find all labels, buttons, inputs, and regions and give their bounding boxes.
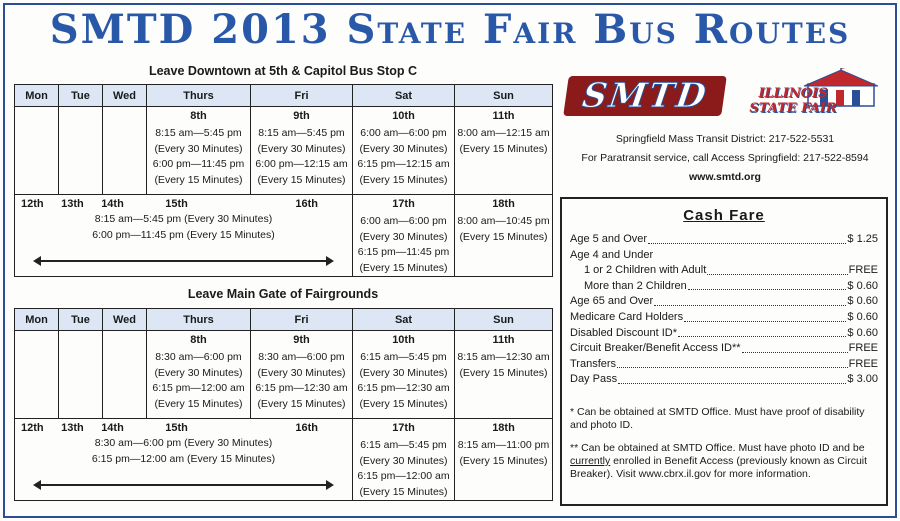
week-row <box>15 331 553 419</box>
fare-row <box>570 310 878 326</box>
fare-list <box>570 232 878 388</box>
fare-row <box>570 294 878 310</box>
fare-note-2 <box>570 442 878 481</box>
time-line: (Every 30 Minutes) <box>257 142 346 155</box>
arrow-head-right <box>326 256 334 266</box>
time-line: 6:15 am—5:45 pm <box>360 351 447 363</box>
fair-logo-text <box>738 86 848 116</box>
schedule-cell <box>455 107 553 195</box>
time-line: (Every 30 Minutes) <box>359 366 448 379</box>
time-line: 6:00 pm—11:45 pm <box>152 158 245 170</box>
day-header: Fri <box>251 85 353 107</box>
fare-label: More than 2 Children <box>584 279 687 292</box>
schedule-cell <box>147 107 251 195</box>
time-line: (Every 15 Minutes) <box>459 142 548 155</box>
time-line: 6:15 pm—12:00 am (Every 15 Minutes) <box>91 452 276 465</box>
time-line: (Every 15 Minutes) <box>359 261 448 274</box>
schedule-table-fairgrounds <box>14 308 553 501</box>
time-line: 8:15 am—5:45 pm <box>155 127 242 139</box>
fare-amount: $ 0.60 <box>847 326 878 339</box>
time-line: 6:15 pm—11:45 pm <box>357 246 450 258</box>
fair-logo-line: ILLINOIS <box>758 86 828 101</box>
date-label: 8th <box>190 110 207 122</box>
time-line: 6:15 am—5:45 pm <box>360 439 447 451</box>
day-header: Mon <box>15 85 59 107</box>
date-label: 9th <box>293 110 310 122</box>
fare-amount: $ 0.60 <box>847 310 878 323</box>
time-line: 8:00 am—12:15 am <box>457 127 550 139</box>
dot-leader <box>707 263 847 275</box>
span-arrow <box>33 255 334 267</box>
week-row <box>15 419 553 501</box>
arrow-head-right <box>326 480 334 490</box>
schedule-cell <box>251 331 353 419</box>
time-line: 6:15 pm—12:00 am <box>152 382 245 394</box>
date-label: 18th <box>492 198 515 210</box>
date-label: 16th <box>295 422 318 434</box>
dot-leader <box>678 326 846 338</box>
date-label: 16th <box>295 198 318 210</box>
arrow-shaft <box>39 260 328 262</box>
schedule-cell <box>353 195 455 277</box>
weekday-span-cell <box>15 195 353 277</box>
dot-leader <box>654 294 846 306</box>
note-text: ** Can be obtained at SMTD Office. Must have photo ID and be <box>570 441 865 454</box>
time-line: 8:15 am—5:45 pm (Every 30 Minutes) <box>94 213 273 225</box>
fare-row <box>570 263 878 279</box>
day-header: Tue <box>59 309 103 331</box>
time-line: (Every 15 Minutes) <box>257 397 346 410</box>
section-title-fairgrounds: Leave Main Gate of Fairgrounds <box>187 287 379 301</box>
dot-leader <box>618 372 846 384</box>
dot-leader <box>742 341 848 353</box>
time-line: 8:30 am—6:00 pm <box>258 351 345 363</box>
fare-label: Age 65 and Over <box>570 295 654 308</box>
fare-row <box>570 372 878 388</box>
contact-website: www.smtd.org <box>689 171 761 183</box>
span-arrow <box>33 479 334 491</box>
date-label: 13th <box>61 198 84 210</box>
time-line: 6:00 pm—11:45 pm (Every 15 Minutes) <box>92 228 275 241</box>
fare-amount: $ 0.60 <box>847 295 878 308</box>
fare-row <box>570 357 878 373</box>
date-label: 11th <box>492 334 515 346</box>
time-line: (Every 15 Minutes) <box>257 173 346 186</box>
fare-row <box>570 232 878 248</box>
date-label: 17th <box>392 422 415 434</box>
fare-amount: $ 0.60 <box>847 279 878 292</box>
time-line: (Every 30 Minutes) <box>154 142 243 155</box>
section-title-downtown: Leave Downtown at 5th & Capitol Bus Stop C <box>148 64 418 78</box>
dot-leader <box>648 232 846 244</box>
empty-cell <box>59 331 103 419</box>
date-line <box>15 195 352 210</box>
empty-cell <box>103 107 147 195</box>
fare-amount: FREE <box>848 264 878 277</box>
date-label: 15th <box>165 422 188 434</box>
time-line: 6:15 pm—12:30 am <box>357 382 450 394</box>
time-line: 8:15 am—11:00 pm <box>457 439 550 451</box>
day-header: Thurs <box>147 85 251 107</box>
time-line: (Every 15 Minutes) <box>459 366 548 379</box>
time-line: (Every 30 Minutes) <box>257 366 346 379</box>
week-row <box>15 107 553 195</box>
time-line: (Every 15 Minutes) <box>459 230 548 243</box>
weekday-span-cell <box>15 419 353 501</box>
schedule-cell <box>353 419 455 501</box>
time-line: (Every 30 Minutes) <box>359 142 448 155</box>
fare-label: Age 4 and Under <box>570 248 654 261</box>
day-header: Sun <box>455 85 553 107</box>
date-label: 18th <box>492 422 515 434</box>
date-label: 13th <box>61 422 84 434</box>
day-header: Sat <box>353 85 455 107</box>
time-line: 8:30 am—6:00 pm <box>155 351 242 363</box>
time-line: 6:00 pm—12:15 am <box>255 158 348 170</box>
smtd-logo: SMTD <box>563 76 727 116</box>
day-header: Sun <box>455 309 553 331</box>
contact-phone: Springfield Mass Transit District: 217-522-5531 <box>615 133 835 145</box>
state-fair-logo <box>738 68 880 124</box>
fare-note-1: * Can be obtained at SMTD Office. Must have proof of disability and photo ID. <box>570 405 865 431</box>
time-line: (Every 15 Minutes) <box>359 485 448 498</box>
fare-label: Transfers <box>570 357 617 370</box>
dot-leader <box>688 279 847 291</box>
time-line: 8:30 am—6:00 pm (Every 30 Minutes) <box>94 437 273 449</box>
date-label: 8th <box>190 334 207 346</box>
schedule-cell <box>353 331 455 419</box>
schedule-cell <box>455 195 553 277</box>
date-label: 12th <box>21 422 44 434</box>
note-underlined: currently <box>570 454 611 467</box>
day-header: Fri <box>251 309 353 331</box>
fair-logo-line: STATE FAIR <box>749 101 837 116</box>
week-row <box>15 195 553 277</box>
fare-row <box>570 341 878 357</box>
time-line: (Every 15 Minutes) <box>359 397 448 410</box>
fare-title: Cash Fare <box>683 207 765 224</box>
date-label: 10th <box>392 334 415 346</box>
fare-label: Medicare Card Holders <box>570 310 684 323</box>
day-header: Wed <box>103 85 147 107</box>
schedule-table-downtown <box>14 84 553 277</box>
time-line: 6:15 pm—12:15 am <box>357 158 450 170</box>
fare-label: Disabled Discount ID* <box>570 326 677 339</box>
cash-fare-box <box>560 197 888 506</box>
time-line: (Every 30 Minutes) <box>359 454 448 467</box>
logos <box>566 68 886 128</box>
dot-leader <box>617 357 848 369</box>
date-label: 17th <box>392 198 415 210</box>
time-line: (Every 15 Minutes) <box>154 173 243 186</box>
time-line: (Every 30 Minutes) <box>154 366 243 379</box>
fare-row <box>570 248 878 264</box>
time-line: (Every 30 Minutes) <box>359 230 448 243</box>
date-label: 14th <box>101 198 124 210</box>
empty-cell <box>103 331 147 419</box>
empty-cell <box>59 107 103 195</box>
fare-label: Circuit Breaker/Benefit Access ID** <box>570 342 741 355</box>
date-label: 11th <box>492 110 515 122</box>
day-header-row <box>15 309 553 331</box>
empty-cell <box>15 107 59 195</box>
day-header: Sat <box>353 309 455 331</box>
dot-leader <box>684 310 846 322</box>
contact-paratransit: For Paratransit service, call Access Springfield: 217-522-8594 <box>581 152 869 164</box>
date-label: 15th <box>165 198 188 210</box>
day-header: Mon <box>15 309 59 331</box>
schedule-cell <box>455 419 553 501</box>
schedule-cell <box>147 331 251 419</box>
fare-amount: $ 1.25 <box>847 233 878 245</box>
time-line: (Every 15 Minutes) <box>359 173 448 186</box>
date-label: 14th <box>101 422 124 434</box>
day-header: Thurs <box>147 309 251 331</box>
schedule-cell <box>251 107 353 195</box>
day-header-row <box>15 85 553 107</box>
arrow-shaft <box>39 484 328 486</box>
time-line: 6:15 pm—12:00 am <box>357 470 450 482</box>
date-label: 12th <box>21 198 44 210</box>
fare-label: Age 5 and Over <box>570 233 648 245</box>
empty-cell <box>15 331 59 419</box>
schedule-cell <box>455 331 553 419</box>
fare-amount: FREE <box>848 342 878 355</box>
schedule-cell <box>353 107 455 195</box>
date-line <box>15 419 352 434</box>
day-header: Wed <box>103 309 147 331</box>
date-label: 9th <box>293 334 310 346</box>
fare-row <box>570 279 878 295</box>
page-title: SMTD 2013 State Fair Bus Routes <box>49 6 851 53</box>
fare-label: 1 or 2 Children with Adult <box>584 264 707 277</box>
note-text: enrolled in Benefit Access (previously known as Circuit Breaker). Visit www.cbrx.il.gov for more information. <box>570 454 868 480</box>
fare-label: Day Pass <box>570 373 618 386</box>
time-line: 8:15 am—12:30 am <box>457 351 550 363</box>
time-line: 6:00 am—6:00 pm <box>360 127 447 139</box>
time-line: (Every 15 Minutes) <box>154 397 243 410</box>
fare-amount: $ 3.00 <box>847 373 878 386</box>
date-label: 10th <box>392 110 415 122</box>
time-line: (Every 15 Minutes) <box>459 454 548 467</box>
fare-row <box>570 326 878 342</box>
time-line: 6:00 am—6:00 pm <box>360 215 447 227</box>
time-line: 8:15 am—5:45 pm <box>258 127 345 139</box>
day-header: Tue <box>59 85 103 107</box>
time-line: 6:15 pm—12:30 am <box>255 382 348 394</box>
time-line: 8:00 am—10:45 pm <box>457 215 550 227</box>
fare-amount: FREE <box>848 357 878 370</box>
